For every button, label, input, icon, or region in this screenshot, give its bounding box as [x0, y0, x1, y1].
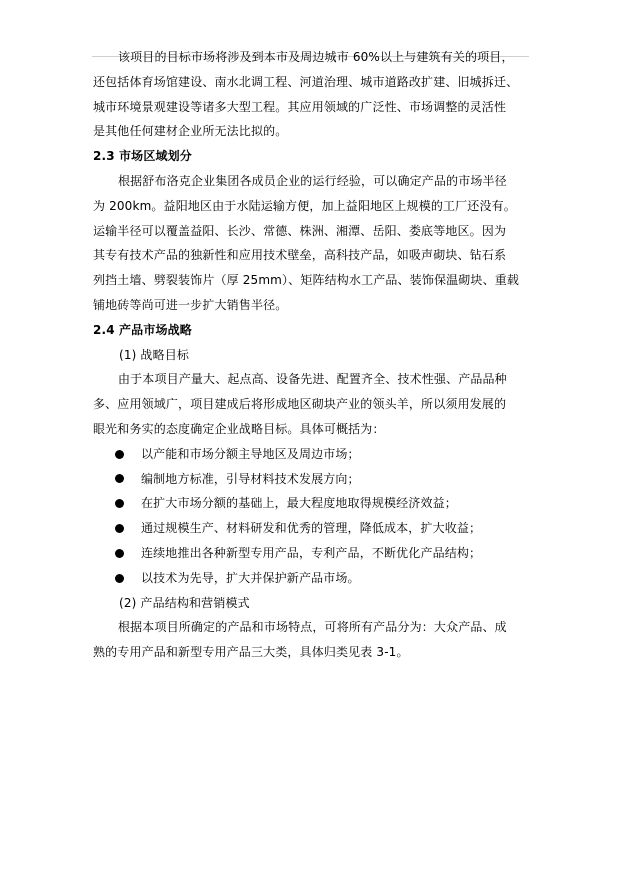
text-line: 其专有技术产品的独新性和应用技术壁垒，高科技产品，如吸声砌块、钻石系	[93, 248, 507, 263]
bullet-icon	[115, 450, 124, 459]
list-item	[93, 467, 529, 492]
text-line: 由于本项目产量大、起点高、设备先进、配置齐全、技术性强、产品品种	[118, 372, 507, 387]
bullet-icon	[115, 524, 124, 533]
paragraph-product-categories	[93, 615, 529, 665]
text-line: 多、应用领域广，项目建成后将形成地区砌块产业的领头羊，所以须用发展的	[93, 397, 507, 412]
section-heading-2-3: 2.3 市场区域划分	[93, 149, 192, 164]
bullet-icon	[115, 499, 124, 508]
list-item-text: 以技术为先导，扩大并保护新产品市场。	[141, 570, 360, 585]
text-line: 该项目的目标市场将涉及到本市及周边城市 60%以上与建筑有关的项目，	[118, 50, 514, 64]
text-line: 还包括体育场馆建设、南水北调工程、河道治理、城市道路改扩建、旧城拆迁、	[93, 74, 519, 89]
list-item-text: 在扩大市场分额的基础上，最大程度地取得规模经济效益；	[141, 496, 457, 511]
paragraph-market-radius	[93, 169, 529, 318]
text-line: 列挡土墙、劈裂装饰片（厚 25mm）、矩阵结构水工产品、装饰保温砌块、重载	[93, 273, 520, 288]
list-item-text: 以产能和市场分额主导地区及周边市场；	[141, 446, 360, 461]
paragraph-strategy	[93, 367, 529, 441]
text-line: 运输半径可以覆盖益阳、长沙、常德、株洲、湘潭、岳阳、娄底等地区。因为	[93, 223, 507, 238]
document-body	[93, 45, 529, 665]
list-item-text: 编制地方标准，引导材料技术发展方向；	[141, 471, 360, 486]
bullet-list	[93, 442, 529, 591]
list-item	[93, 566, 529, 591]
text-line: 根据本项目所确定的产品和市场特点，可将所有产品分为：大众产品、成	[118, 620, 507, 635]
bullet-icon	[115, 549, 124, 558]
list-item-text: 通过规模生产、材料研发和优秀的管理，降低成本，扩大收益；	[141, 521, 482, 536]
paragraph-target-market	[93, 45, 529, 144]
text-line: 熟的专用产品和新型专用产品三大类，具体归类见表 3-1。	[93, 645, 409, 660]
text-line: 眼光和务实的态度确定企业战略目标。具体可概括为：	[93, 421, 385, 436]
subheading-product-structure: (2) 产品结构和营销模式	[119, 595, 250, 610]
text-line: 城市环境景观建设等诸多大型工程。其应用领域的广泛性、市场调整的灵活性	[93, 99, 507, 114]
text-line: 铺地砖等尚可进一步扩大销售半径。	[93, 297, 288, 312]
bullet-icon	[115, 574, 124, 583]
bullet-icon	[115, 474, 124, 483]
text-line: 是其他任何建材企业所无法比拟的。	[93, 124, 288, 139]
list-item	[93, 491, 529, 516]
subheading-strategy-goal: (1) 战略目标	[119, 347, 190, 362]
section-heading-2-4: 2.4 产品市场战略	[93, 322, 192, 337]
text-line: 根据舒布洛克企业集团各成员企业的运行经验，可以确定产品的市场半径	[118, 173, 507, 188]
text-line: 为 200km。益阳地区由于水陆运输方便，加上益阳地区上规模的工厂还没有。	[93, 198, 516, 213]
list-item	[93, 516, 529, 541]
list-item-text: 连续地推出各种新型专用产品，专利产品，不断优化产品结构；	[141, 545, 482, 560]
list-item	[93, 541, 529, 566]
list-item	[93, 442, 529, 467]
